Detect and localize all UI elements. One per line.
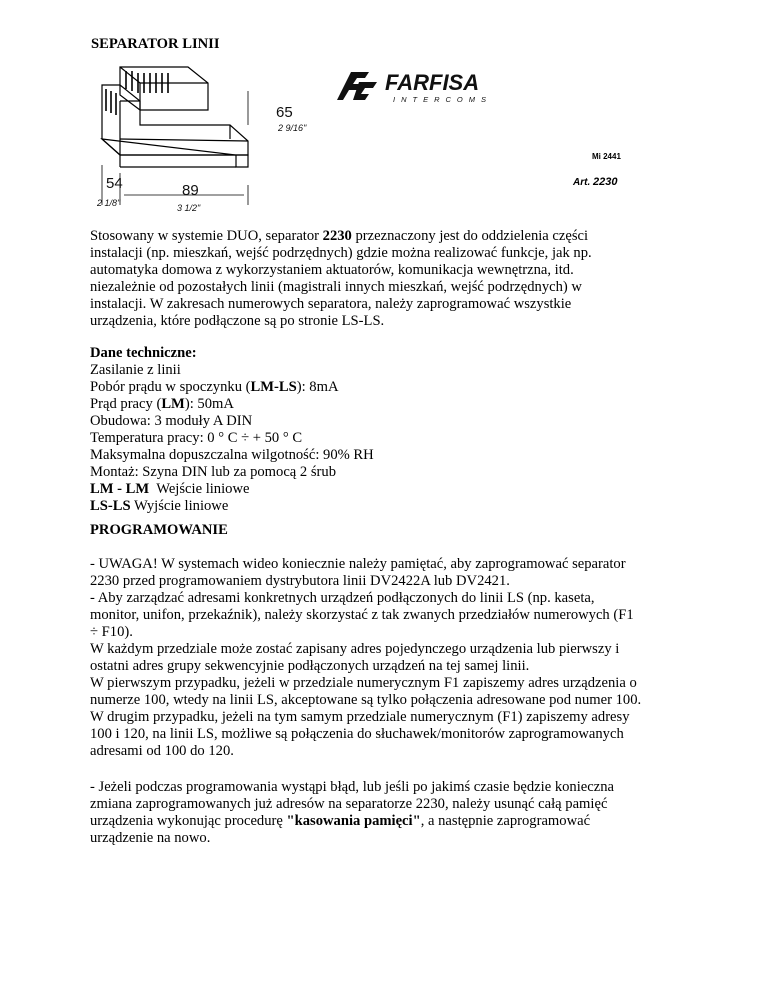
brand-tagline: INTERCOMS	[393, 95, 492, 104]
brand-name: FARFISA	[385, 70, 480, 95]
depth-inch: 2 1/8"	[97, 198, 121, 208]
article-number: Art. 2230	[573, 176, 618, 188]
width-inch: 3 1/2"	[177, 203, 201, 213]
farfisa-logo	[333, 68, 523, 108]
technical-data: Dane techniczne: Zasilanie z linii Pobór prądu w spoczynku (LM-LS): 8mA Prąd pracy (LM): 50mA Obudowa: 3 moduły A DIN Temperatura pracy: 0 ° C ÷ + 50 ° C Maksymalna dopuszczalna wilgotność: 90% RH Montaż: Szyna DIN lub za pomocą 2 śrub LM - LM Wejście liniowe LS-LS Wyjście liniowe	[90, 345, 374, 514]
programming-instructions: - UWAGA! W systemach wideo koniecznie należy pamiętać, aby zaprogramować separator 2230 przed programowaniem dystrybutora linii DV2422A lub DV2421. - Aby zarządzać adresami konkretnych urządzeń podłączonych do linii LS (np. kaseta, monitor, unifon, przekaźnik), należy skorzystać z tak zwanych przedziałów numerowych (F1 ÷ F10). W każdym przedziale może zostać zapisany adres pojedynczego urządzenia lub pierwszy i ostatni adres grupy sekwencyjnie podłączonych urządzeń na tej samej linii. W pierwszym przypadku, jeżeli w przedziale numerycznym F1 zapiszemy adres urządzenia o numerze 100, wtedy na linii LS, akceptowane są tylko połączenia adresowane pod numer 100. W drugim przypadku, jeżeli na tym samym przedziale numerycznym (F1) zapiszemy adresy 100 i 120, na linii LS, możliwe są połączenia do słuchawek/monitorów zaprogramowanych adresami od 100 do 120.	[90, 556, 642, 759]
programming-heading: PROGRAMOWANIE	[90, 522, 228, 538]
width-mm: 89	[182, 182, 199, 199]
error-reset-note: - Jeżeli podczas programowania wystąpi błąd, lub jeśli po jakimś czasie będzie konieczna zmiana zaprogramowanych już adresów na separatorze 2230, należy usunąć całą pamięć urządzenia wykonując procedurę "kasowania pamięci", a następnie zaprogramować urządzenie na nowo.	[90, 779, 614, 846]
page-title: SEPARATOR LINII	[91, 36, 220, 52]
tech-heading: Dane techniczne:	[90, 345, 197, 361]
height-inch: 2 9/16"	[278, 123, 307, 133]
depth-mm: 54	[106, 175, 123, 192]
description-paragraph: Stosowany w systemie DUO, separator 2230 przeznaczony jest do oddzielenia części instalacji (np. mieszkań, wejść podrzędnych) gdzie można realizować funkcje, jak np. automatyka domowa z wykorzystaniem aktuatorów, komunikacja wewnętrzna, itd. niezależnie od pozostałych linii (magistrali innych mieszkań, wejść podrzędnych) w instalacji. W zakresach numerowych separatora, należy zaprogramować wszystkie urządzenia, które podłączone są po stronie LS-LS.	[90, 228, 592, 329]
height-mm: 65	[276, 104, 293, 121]
farfisa-emblem-icon	[337, 72, 377, 100]
document-code: Mi 2441	[592, 152, 621, 161]
